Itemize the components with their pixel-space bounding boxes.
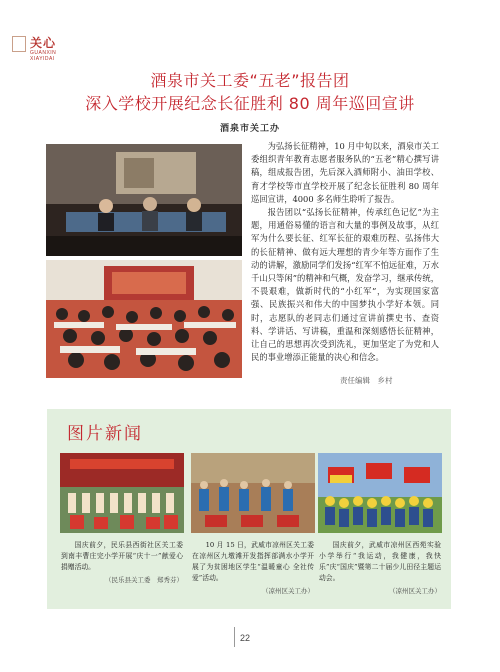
article-body	[251, 140, 439, 364]
article-author: 酒泉市关工办	[219, 124, 280, 134]
caption-text: 国庆前夕，民乐县西街社区关工委到南丰曹庄完小学开展“庆十一”献爱心捐赠活动。	[61, 541, 183, 571]
caption-credit: （凉州区关工办）	[389, 587, 441, 595]
photo-speakers-podium	[46, 144, 242, 256]
editor-credit: 责任编辑 乡村	[340, 376, 393, 385]
news-caption	[192, 540, 314, 597]
magazine-logo	[12, 34, 132, 64]
logo-name: 关心	[30, 36, 57, 50]
caption-text: 国庆前夕，武威市凉州区西苑实验小学举行“我运动，我健康，我快乐”庆“国庆”暨第二十届少儿田径主题运动会。	[319, 541, 441, 582]
photo-students-audience	[46, 260, 242, 378]
logo-frame-icon	[12, 36, 26, 52]
photo-donation-event	[60, 453, 184, 533]
article-paragraph: 报告团以“弘扬长征精神，传承红色记忆”为主题，用通俗易懂的语言和大量的事例及故事，从红军为什么要长征、红军长征的艰难历程、弘扬伟大的长征精神、做有远大理想的青少年等方面作了生动的讲解，激励同学们发扬“红军不怕远征难，万水千山只等闲”的精神和气概，发奋学习，继承传统，不畏艰难，做新时代的“小红军”，为实现国家富强、民族振兴和伟大的中国梦执小学好本领。同时，志愿队的老同志们通过宣讲前撰史书、查资料、学讲话、写讲稿，重温和深刻感悟长征精神，让自己的思想再次受到洗礼，更加坚定了为党和人民的事业增添正能量的决心和信念。	[251, 207, 439, 363]
section-title: 图片新闻	[67, 424, 143, 444]
logo-pinyin: GUANXIN XIAYIDAI	[30, 50, 57, 62]
page-divider	[234, 627, 235, 647]
picture-news-section	[47, 409, 451, 609]
caption-text: 10 月 15 日，武威市凉州区关工委在凉州区九墩滩开发指挥部满水小学开展了为贫困地区学生“温暖童心 全社传爱”活动。	[192, 541, 314, 582]
news-caption	[319, 540, 441, 597]
photo-sports-meet	[318, 453, 442, 533]
article-title-line2: 深入学校开展纪念长征胜利 80 周年巡回宣讲	[85, 94, 415, 113]
article-title-line1: 酒泉市关工委“五老”报告团	[150, 71, 350, 90]
photo-charity-event	[191, 453, 315, 533]
page-number: 22	[240, 633, 251, 643]
news-caption	[61, 540, 183, 586]
caption-credit: （凉州区关工办）	[262, 587, 314, 595]
caption-credit: （民乐县关工委 郑秀芬）	[105, 576, 183, 584]
article-paragraph: 为弘扬长征精神，10 月中旬以来，酒泉市关工委组织青年教育志愿者服务队的“五老”精心撰写讲稿，组成报告团，先后深入酒师附小、油田学校、育才学校等市直学校开展了纪念长征胜利 80 周年巡回宣讲，4000 多名师生聆听了报告。	[251, 141, 439, 204]
